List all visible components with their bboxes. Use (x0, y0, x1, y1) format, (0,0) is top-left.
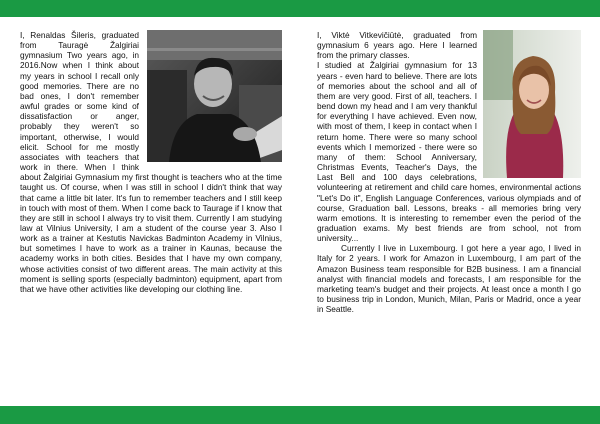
right-column (317, 30, 581, 314)
bottom-green-band (0, 406, 600, 424)
vikte-current-life: Currently I live in Luxembourg. I got here a year ago, I lived in Italy for 2 years. I work for Amazon in Luxembourg, I am part of the Amazon Business team responsible for B2B business. I am a financial analyst with financial models and forecasts, I am responsible for the marketing team's budget and their projects. At least once a month I go to business trip in London, Munich, Milan, Paris or Madrid, once a year in Seattle. (317, 243, 581, 315)
renaldas-photo-image (147, 30, 282, 162)
vikte-photo (483, 30, 581, 178)
vikte-intro: I, Viktė Vitkevičiūtė, graduated from gymnasium 6 years ago. Here I learned from the primary classes. (317, 30, 477, 61)
renaldas-photo (147, 30, 282, 162)
vikte-school-memories: I studied at Žalgiriai gymnasium for 13 years - even hard to believe. There are lots of memories about the school and all of them are very good. First of all, teachers. I bend down my head and I am very thankful for everything I have achieved. Even now, with most of them, I keep in contact when I return home. There were so many school events which I memorized - there were so many of them: School Anniversary, Christmas Events, Teacher's Days, the Last Bell and 100 days celebrations, volunteering at retirement and child care homes, environmental actions "Let's Do it", English Language Conferences, various olympiads and of course, Graduation ball. Lessons, breaks - all memories bring very warm emotions. It is interesting to remember even the period of the graduation exams. My best friends are from school, not from university... (317, 60, 581, 244)
left-column (20, 30, 282, 294)
top-green-band (0, 0, 600, 17)
renaldas-story: I, Renaldas Šileris, graduated from Tauragė Žalgiriai gymnasium Two years ago, in 2016.Now when I think about my years in school I recall only good memories. There are no bad ones, I don't remember awful grades or some kind of dissatisfaction or anger, probably they weren't so important, otherwise, I would elicit. School for me mostly associates with teachers that work in there. When I think about Žalgiriai Gymnasium my first thought is teachers who at the time taught us. Of course, when I was still in school I didn't think that way that came a little bit later. It's fun to remember teachers and I still keep in touch with most of them. When I come back to Taurage if I know that they are still in school I always try to visit them. Currently I am studying law at Vilnius University, I am a student of the course year 3. Also I work as a trainer at Kestutis Navickas Badminton Academy in Vilnius, but sometimes I have to work as a trainer in Kaunas, because the academy works in both cities. Besides that I have my own company, whose activities consist of two different areas. The main activity at this moment is selling sports (especially badminton) equipment, apart from that we have other activities like developing our clothing line. (20, 30, 282, 294)
vikte-photo-image (483, 30, 581, 178)
